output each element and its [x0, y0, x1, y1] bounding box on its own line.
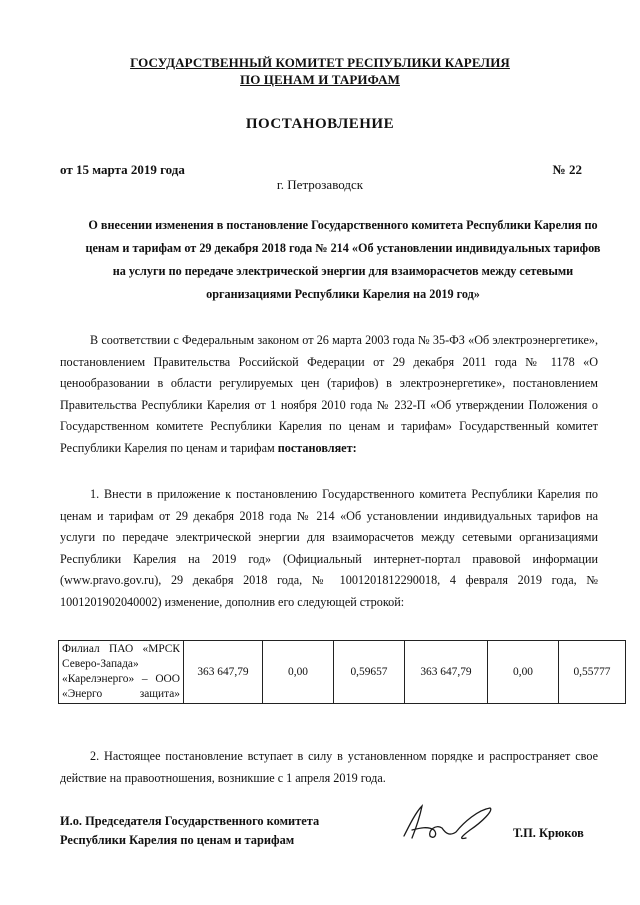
preamble-text: В соответствии с Федеральным законом от 26 марта 2003 года № 35-ФЗ «Об электроэнергетике», постановлением Правительства Российской Федерации от 29 декабря 2011 года № 1178 «О ценообразовании в области регулируемых цен (тарифов) в электроэнергетике», постановлением Правительства Республики Карелия от 1 ноября 2010 года № 232-П «Об утверждении Положения о Государственном комитете Республики Карелия по ценам и тарифам» Государственный комитет Республики Карелия по ценам и тарифам	[60, 333, 598, 455]
signatory-position-line-1: И.о. Председателя Государственного комитета	[60, 814, 320, 828]
document-type: ПОСТАНОВЛЕНИЕ	[245, 116, 395, 132]
table-cell-value-3: 0,59657	[334, 641, 405, 704]
handwritten-signature	[398, 800, 498, 846]
table-cell-value-2: 0,00	[263, 641, 334, 704]
header-line-1: ГОСУДАРСТВЕННЫЙ КОМИТЕТ РЕСПУБЛИКИ КАРЕЛИЯ	[130, 55, 510, 70]
document-city: г. Петрозаводск	[276, 177, 364, 192]
document-number: № 22	[552, 162, 582, 177]
signatory-position	[60, 812, 319, 849]
table-cell-value-1: 363 647,79	[184, 641, 263, 704]
table-cell-organization: Филиал ПАО «МРСК Северо-Запада» «Карелэнерго» – ООО «Энерго защита»	[59, 641, 184, 704]
tariff-table	[58, 640, 626, 704]
document-subject: О внесении изменения в постановление Государственного комитета Республики Карелия по ценам и тарифам от 29 декабря 2018 года № 214 «Об установлении индивидуальных тарифов на услуги по передаче электрической энергии для взаиморасчетов между сетевыми организациями Республики Карелия на 2019 год»	[85, 218, 601, 301]
table-row	[59, 641, 626, 704]
header-line-2: ПО ЦЕНАМ И ТАРИФАМ	[240, 72, 400, 87]
table-cell-value-4: 363 647,79	[405, 641, 488, 704]
document-date: от 15 марта 2019 года	[60, 162, 185, 177]
signatory-name: Т.П. Крюков	[513, 826, 584, 840]
signatory-position-line-2: Республики Карелия по ценам и тарифам	[60, 832, 295, 847]
item-2: 2. Настоящее постановление вступает в силу в установленном порядке и распространяет свое действие на правоотношения, возникшие с 1 апреля 2019 года.	[60, 749, 598, 785]
item-1: 1. Внести в приложение к постановлению Государственного комитета Республики Карелия по ценам и тарифам от 29 декабря 2018 года № 214 «Об установлении индивидуальных тарифов на услуги по передаче электрической энергии для взаиморасчетов между сетевыми организациями Республики Карелия на 2019 год» (Официальный интернет-портал правовой информации (www.pravo.gov.ru), 29 декабря 2018 года, № 1001201812290018, 4 февраля 2019 года, № 1001201902040002) изменение, дополнив его следующей строкой:	[60, 487, 598, 609]
preamble	[60, 330, 598, 459]
table-cell-value-6: 0,55777	[559, 641, 626, 704]
table-cell-value-5: 0,00	[488, 641, 559, 704]
preamble-decree: постановляет:	[277, 440, 357, 455]
